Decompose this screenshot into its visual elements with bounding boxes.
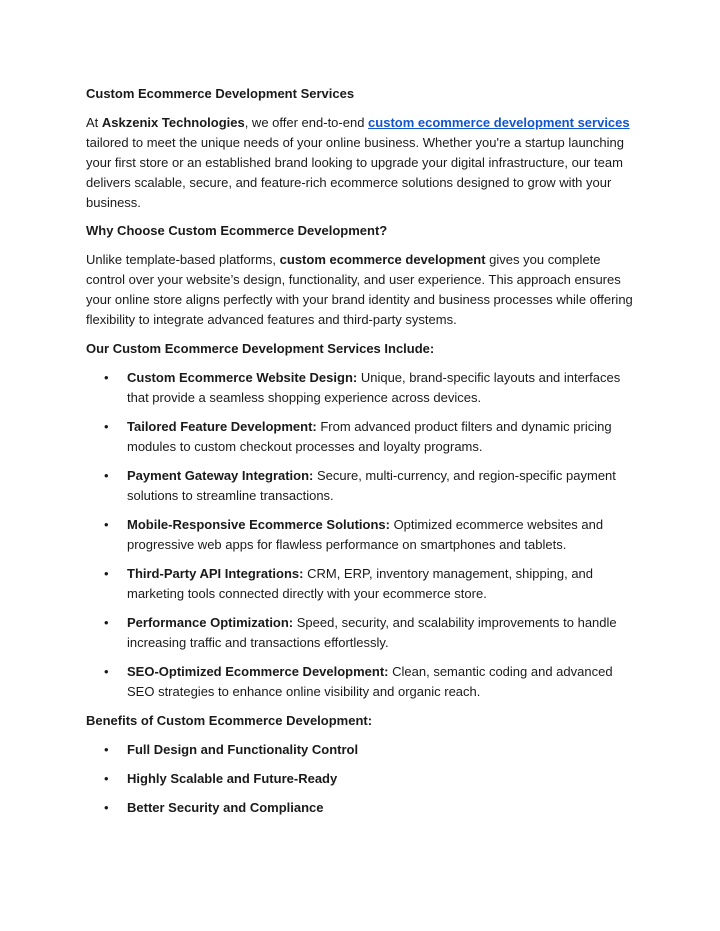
service-text: CRM, ERP, inventory management, shipping, and marketing tools connected directly with your ecommerce store.	[127, 566, 594, 601]
why-paragraph	[86, 250, 638, 330]
intro-rest: tailored to meet the unique needs of your online business. Whether you're a startup launching your first store or an established brand looking to upgrade your digital infrastructure, our team delivers scalable, secure, and feature-rich ecommerce solutions designed to grow with your business.	[86, 135, 624, 210]
list-item	[86, 740, 638, 760]
list-item	[86, 564, 638, 604]
service-title: Performance Optimization:	[127, 615, 294, 630]
intro-lead: At	[86, 115, 102, 130]
benefits-list	[86, 740, 638, 818]
why-rest: gives you complete control over your website’s design, functionality, and user experience. This approach ensures your online store aligns perfectly with your brand identity and business processes while offering flexibility to integrate advanced features and third-party systems.	[86, 252, 633, 327]
service-text: Clean, semantic coding and advanced SEO strategies to enhance online visibility and organic reach.	[127, 664, 613, 699]
service-title: Payment Gateway Integration:	[127, 468, 314, 483]
list-item	[86, 466, 638, 506]
list-item	[86, 769, 638, 789]
list-item	[86, 798, 638, 818]
service-title: Tailored Feature Development:	[127, 419, 317, 434]
service-text: Speed, security, and scalability improvements to handle increasing traffic and transactions effortlessly.	[127, 615, 617, 650]
service-text: Optimized ecommerce websites and progressive web apps for flawless performance on smartphones and tablets.	[127, 517, 604, 552]
list-item	[86, 368, 638, 408]
list-item	[86, 662, 638, 702]
services-link[interactable]: custom ecommerce development services	[368, 115, 630, 130]
service-title: Mobile-Responsive Ecommerce Solutions:	[127, 517, 390, 532]
service-text: From advanced product filters and dynamic pricing modules to custom checkout processes and loyalty programs.	[127, 419, 612, 454]
service-title: Third-Party API Integrations:	[127, 566, 304, 581]
benefits-heading: Benefits of Custom Ecommerce Development:	[86, 713, 373, 728]
benefit-label: Full Design and Functionality Control	[127, 742, 359, 757]
intro-paragraph	[86, 113, 638, 213]
why-lead: Unlike template-based platforms,	[86, 252, 280, 267]
why-bold: custom ecommerce development	[279, 252, 486, 267]
service-title: Custom Ecommerce Website Design:	[127, 370, 358, 385]
services-list	[86, 368, 638, 702]
company-name: Askzenix Technologies	[101, 115, 245, 130]
service-text: Unique, brand-specific layouts and interfaces that provide a seamless shopping experience across devices.	[127, 370, 621, 405]
document-title: Custom Ecommerce Development Services	[86, 86, 355, 101]
benefit-label: Better Security and Compliance	[127, 800, 324, 815]
why-heading: Why Choose Custom Ecommerce Development?	[86, 223, 388, 238]
benefit-label: Highly Scalable and Future-Ready	[127, 771, 338, 786]
service-title: SEO-Optimized Ecommerce Development:	[127, 664, 389, 679]
list-item	[86, 417, 638, 457]
services-heading: Our Custom Ecommerce Development Services Include:	[86, 341, 435, 356]
list-item	[86, 613, 638, 653]
service-text: Secure, multi-currency, and region-specific payment solutions to streamline transactions.	[127, 468, 616, 503]
document-page	[86, 84, 638, 827]
list-item	[86, 515, 638, 555]
intro-mid: , we offer end-to-end	[244, 115, 369, 130]
